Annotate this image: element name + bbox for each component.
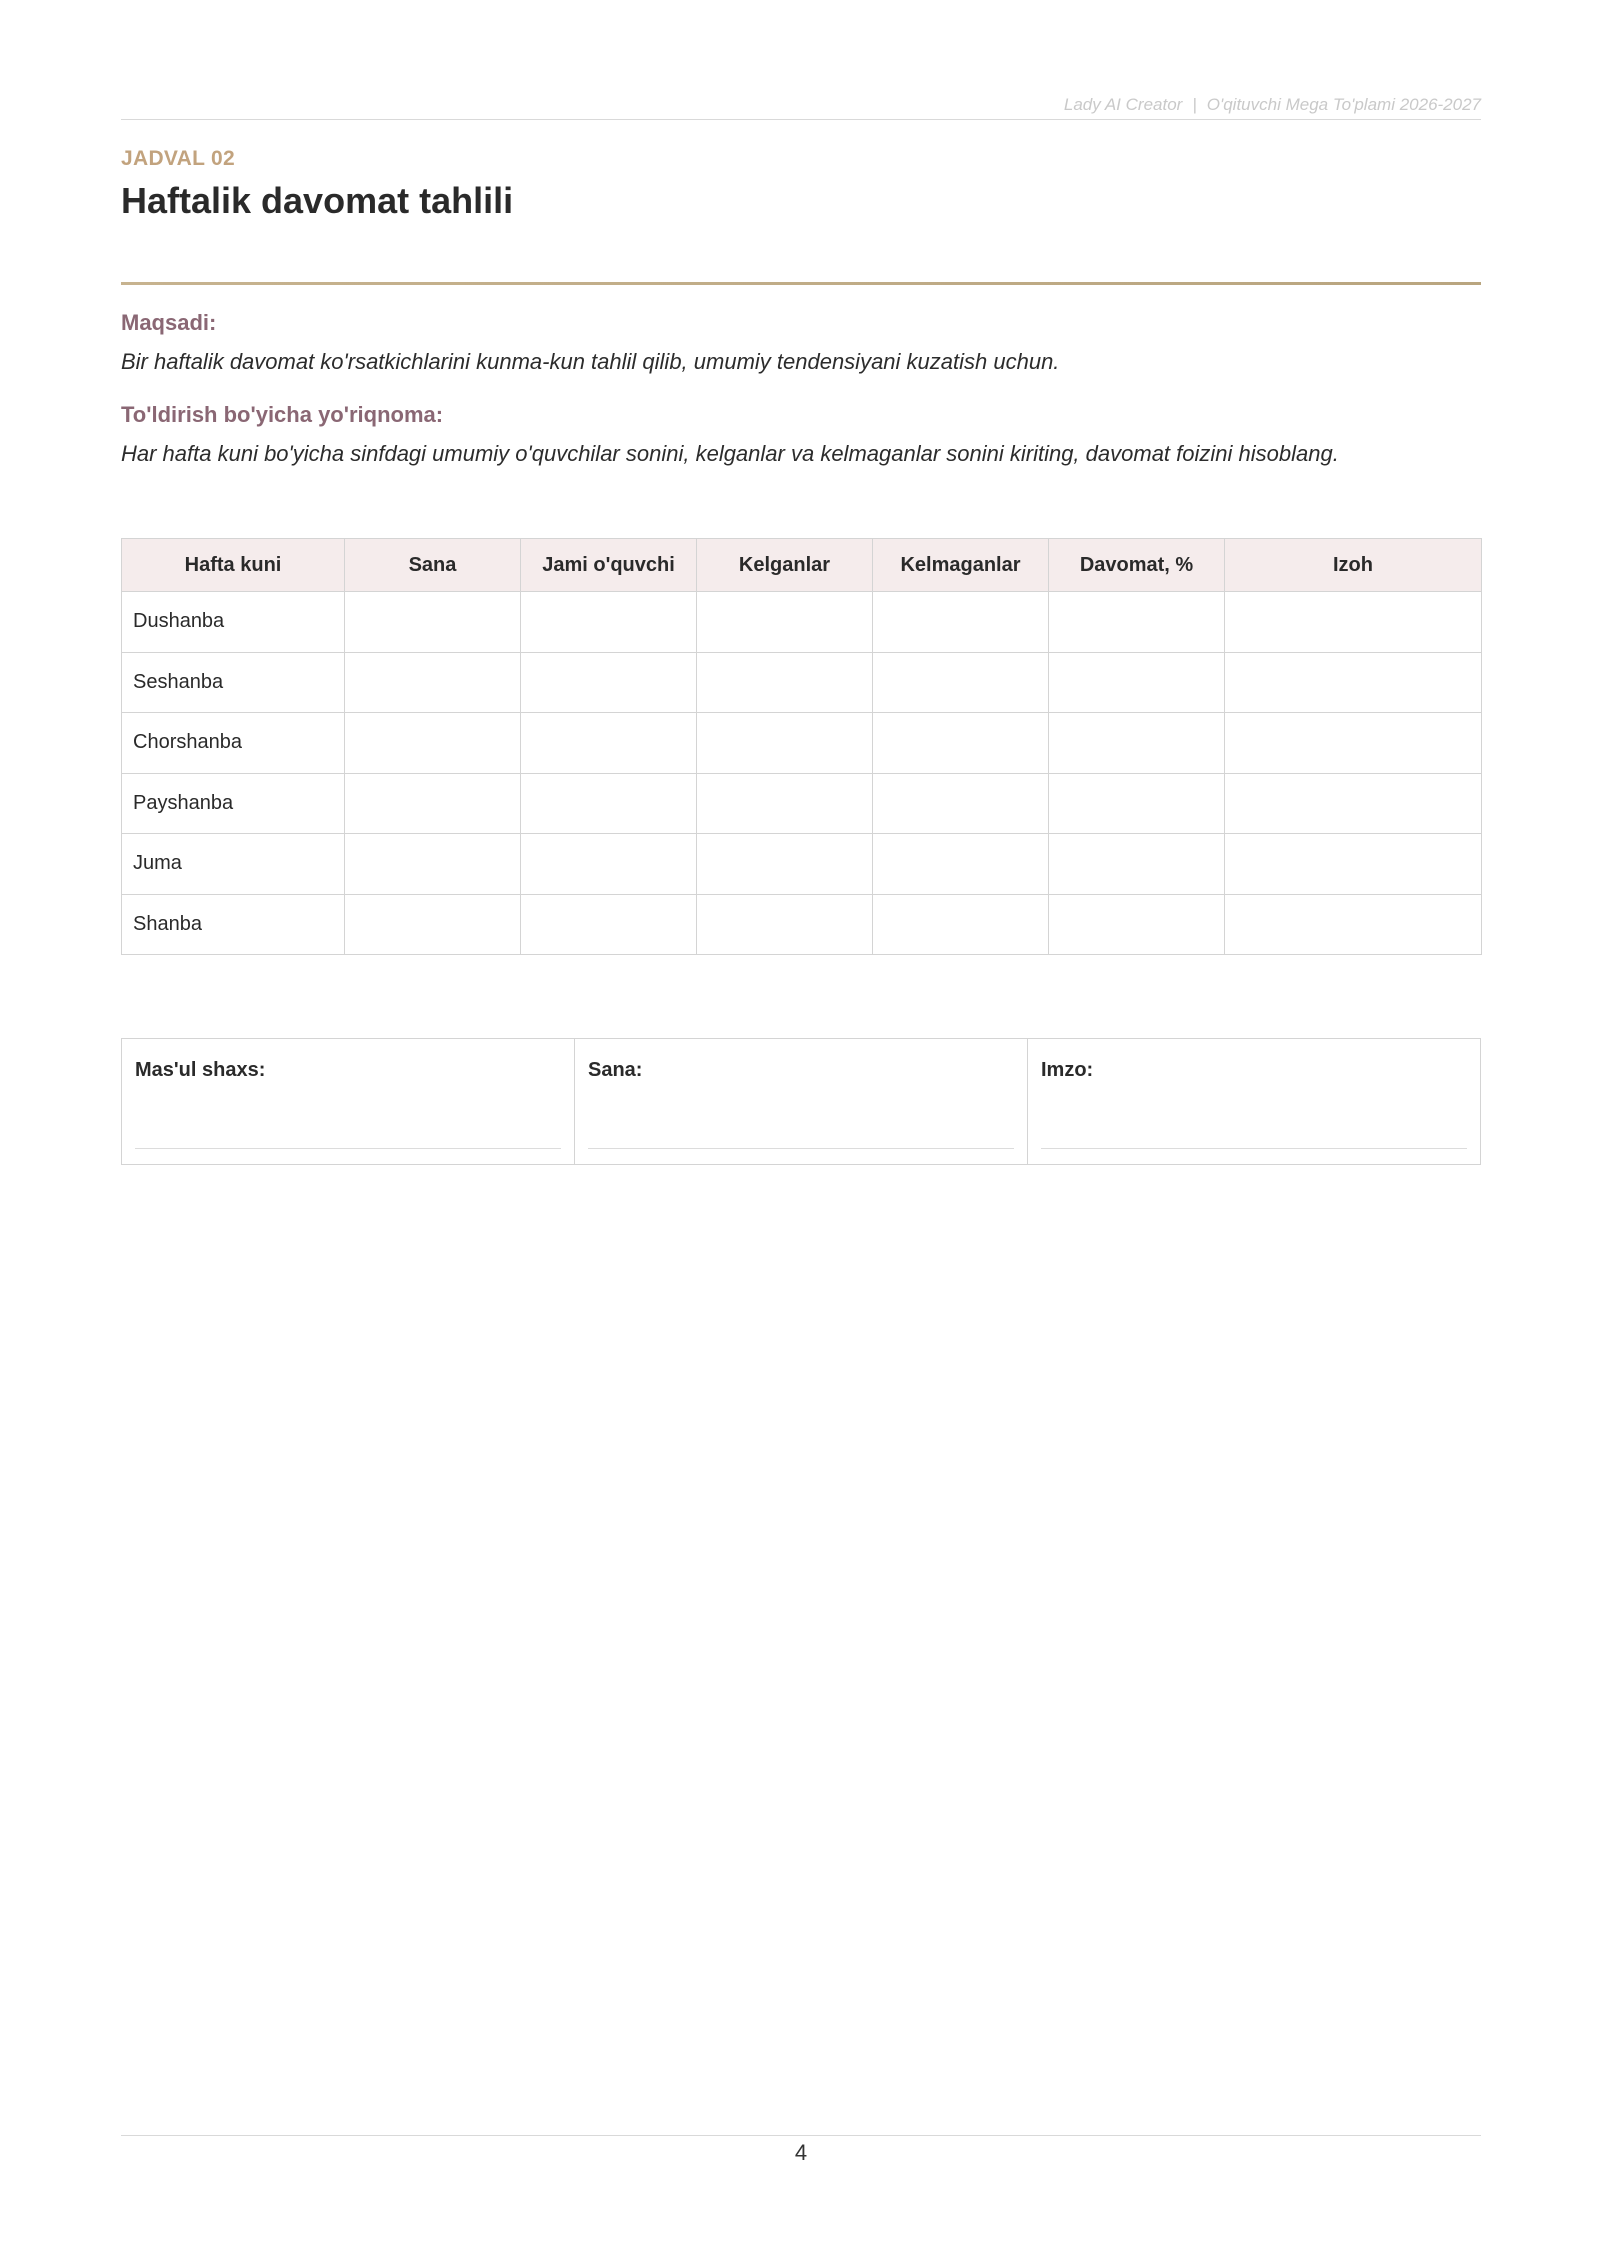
signature-field[interactable] — [1028, 1039, 1480, 1164]
absent-cell[interactable] — [873, 894, 1049, 955]
date-cell[interactable] — [345, 592, 521, 653]
absent-cell[interactable] — [873, 592, 1049, 653]
weekday-cell: Seshanba — [122, 652, 345, 713]
note-cell[interactable] — [1225, 652, 1482, 713]
signature-date-field[interactable] — [575, 1039, 1028, 1164]
absent-cell[interactable] — [873, 834, 1049, 895]
attendance-percent-cell[interactable] — [1049, 713, 1225, 774]
responsible-person-field[interactable] — [122, 1039, 575, 1164]
header-collection: O'qituvchi Mega To'plami 2026-2027 — [1206, 95, 1481, 114]
total-students-cell[interactable] — [521, 713, 697, 774]
running-header — [121, 95, 1481, 115]
note-cell[interactable] — [1225, 773, 1482, 834]
note-cell[interactable] — [1225, 592, 1482, 653]
weekday-cell: Chorshanba — [122, 713, 345, 774]
present-cell[interactable] — [697, 894, 873, 955]
attendance-percent-cell[interactable] — [1049, 773, 1225, 834]
column-header-date: Sana — [345, 539, 521, 592]
date-cell[interactable] — [345, 834, 521, 895]
header-divider — [121, 119, 1481, 120]
page-title: Haftalik davomat tahlili — [121, 180, 514, 221]
footer-divider — [121, 2135, 1481, 2136]
weekday-cell: Juma — [122, 834, 345, 895]
total-students-cell[interactable] — [521, 592, 697, 653]
title-divider — [121, 282, 1481, 285]
weekday-cell: Payshanba — [122, 773, 345, 834]
attendance-percent-cell[interactable] — [1049, 652, 1225, 713]
present-cell[interactable] — [697, 773, 873, 834]
total-students-cell[interactable] — [521, 834, 697, 895]
purpose-label: Maqsadi: — [121, 310, 217, 335]
table-row — [122, 773, 1482, 834]
document-page — [121, 0, 1481, 2262]
note-cell[interactable] — [1225, 894, 1482, 955]
attendance-percent-cell[interactable] — [1049, 894, 1225, 955]
responsible-person-line — [135, 1148, 561, 1149]
table-header-row — [122, 539, 1482, 592]
present-cell[interactable] — [697, 592, 873, 653]
table-row — [122, 713, 1482, 774]
signature-label: Imzo: — [1041, 1059, 1094, 1081]
section-kicker: JADVAL 02 — [121, 147, 235, 170]
date-cell[interactable] — [345, 773, 521, 834]
present-cell[interactable] — [697, 834, 873, 895]
attendance-percent-cell[interactable] — [1049, 592, 1225, 653]
table-row — [122, 834, 1482, 895]
column-header-present: Kelganlar — [697, 539, 873, 592]
absent-cell[interactable] — [873, 773, 1049, 834]
column-header-weekday: Hafta kuni — [122, 539, 345, 592]
total-students-cell[interactable] — [521, 894, 697, 955]
column-header-note: Izoh — [1225, 539, 1482, 592]
header-brand: Lady AI Creator — [1063, 95, 1183, 114]
page-number: 4 — [794, 2140, 808, 2165]
purpose-text: Bir haftalik davomat ko'rsatkichlarini kunma-kun tahlil qilib, umumiy tendensiyani kuzatish uchun. — [121, 349, 1060, 374]
total-students-cell[interactable] — [521, 652, 697, 713]
signature-block — [121, 1038, 1481, 1165]
instructions-label: To'ldirish bo'yicha yo'riqnoma: — [121, 402, 444, 427]
table-row — [122, 894, 1482, 955]
column-header-total-students: Jami o'quvchi — [521, 539, 697, 592]
absent-cell[interactable] — [873, 713, 1049, 774]
signature-line — [1041, 1148, 1467, 1149]
note-cell[interactable] — [1225, 834, 1482, 895]
date-cell[interactable] — [345, 652, 521, 713]
table-row — [122, 652, 1482, 713]
note-cell[interactable] — [1225, 713, 1482, 774]
date-cell[interactable] — [345, 894, 521, 955]
date-cell[interactable] — [345, 713, 521, 774]
signature-date-line — [588, 1148, 1014, 1149]
column-header-absent: Kelmaganlar — [873, 539, 1049, 592]
absent-cell[interactable] — [873, 652, 1049, 713]
column-header-attendance-percent: Davomat, % — [1049, 539, 1225, 592]
attendance-table — [121, 538, 1482, 955]
weekday-cell: Shanba — [122, 894, 345, 955]
header-separator: | — [1192, 95, 1197, 114]
attendance-percent-cell[interactable] — [1049, 834, 1225, 895]
responsible-person-label: Mas'ul shaxs: — [135, 1059, 266, 1081]
present-cell[interactable] — [697, 652, 873, 713]
present-cell[interactable] — [697, 713, 873, 774]
instructions-text: Har hafta kuni bo'yicha sinfdagi umumiy o'quvchilar sonini, kelganlar va kelmaganlar sonini kiriting, davomat foizini hisoblang. — [121, 441, 1339, 466]
total-students-cell[interactable] — [521, 773, 697, 834]
weekday-cell: Dushanba — [122, 592, 345, 653]
signature-date-label: Sana: — [588, 1059, 643, 1081]
table-row — [122, 592, 1482, 653]
